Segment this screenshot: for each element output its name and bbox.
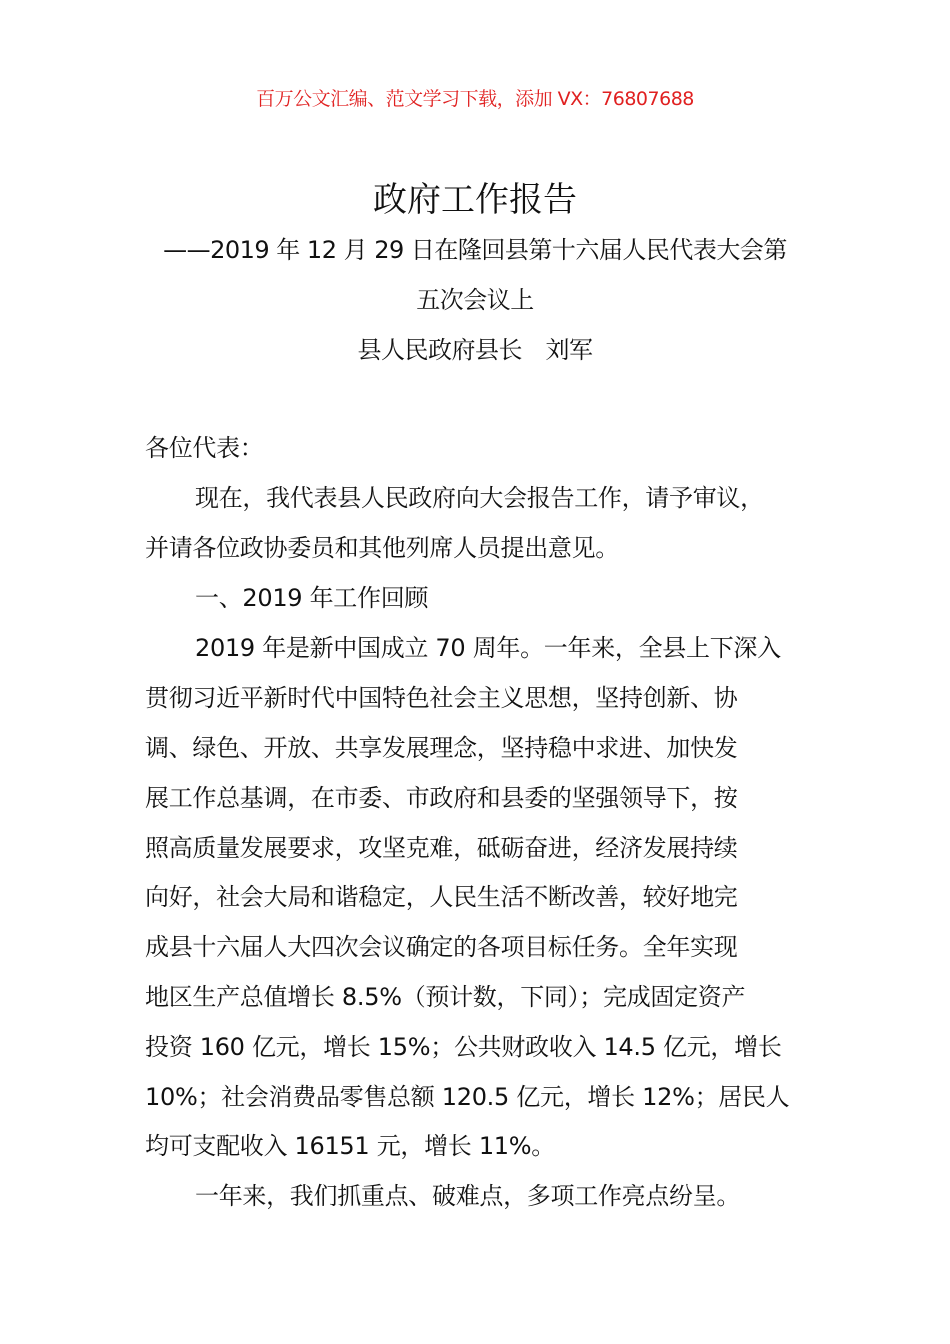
- salutation: 各位代表：: [145, 434, 264, 462]
- body-line: 成县十六届人大四次会议确定的各项目标任务。全年实现: [145, 933, 738, 961]
- author-line: 县人民政府县长 刘军: [357, 336, 593, 364]
- body-line: 地区生产总值增长 8.5%（预计数，下同）；完成固定资产: [145, 983, 746, 1011]
- download-banner: 百万公文汇编、范文学习下载，添加 VX：76807688: [256, 88, 694, 110]
- section-heading: 一、2019 年工作回顾: [195, 584, 429, 612]
- body-line: 照高质量发展要求，攻坚克难，砥砺奋进，经济发展持续: [145, 834, 738, 862]
- body-line: 2019 年是新中国成立 70 周年。一年来，全县上下深入: [195, 634, 781, 662]
- body-line: 10%；社会消费品零售总额 120.5 亿元，增长 12%；居民人: [145, 1083, 790, 1111]
- body-line: 并请各位政协委员和其他列席人员提出意见。: [145, 534, 619, 562]
- body-line: 一年来，我们抓重点、破难点，多项工作亮点纷呈。: [195, 1182, 741, 1210]
- body-line: 贯彻习近平新时代中国特色社会主义思想，坚持创新、协: [145, 684, 738, 712]
- document-title: 政府工作报告: [373, 180, 577, 220]
- body-line: 向好，社会大局和谐稳定，人民生活不断改善，较好地完: [145, 883, 738, 911]
- body-line: 投资 160 亿元，增长 15%；公共财政收入 14.5 亿元，增长: [145, 1033, 782, 1061]
- subtitle-line-1: ——2019 年 12 月 29 日在隆回县第十六届人民代表大会第: [163, 236, 787, 264]
- body-line: 均可支配收入 16151 元，增长 11%。: [145, 1132, 555, 1160]
- body-line: 展工作总基调，在市委、市政府和县委的坚强领导下，按: [145, 784, 738, 812]
- subtitle-line-2: 五次会议上: [416, 286, 534, 314]
- body-line: 调、绿色、开放、共享发展理念，坚持稳中求进、加快发: [145, 734, 738, 762]
- body-line: 现在，我代表县人民政府向大会报告工作，请予审议，: [195, 484, 764, 512]
